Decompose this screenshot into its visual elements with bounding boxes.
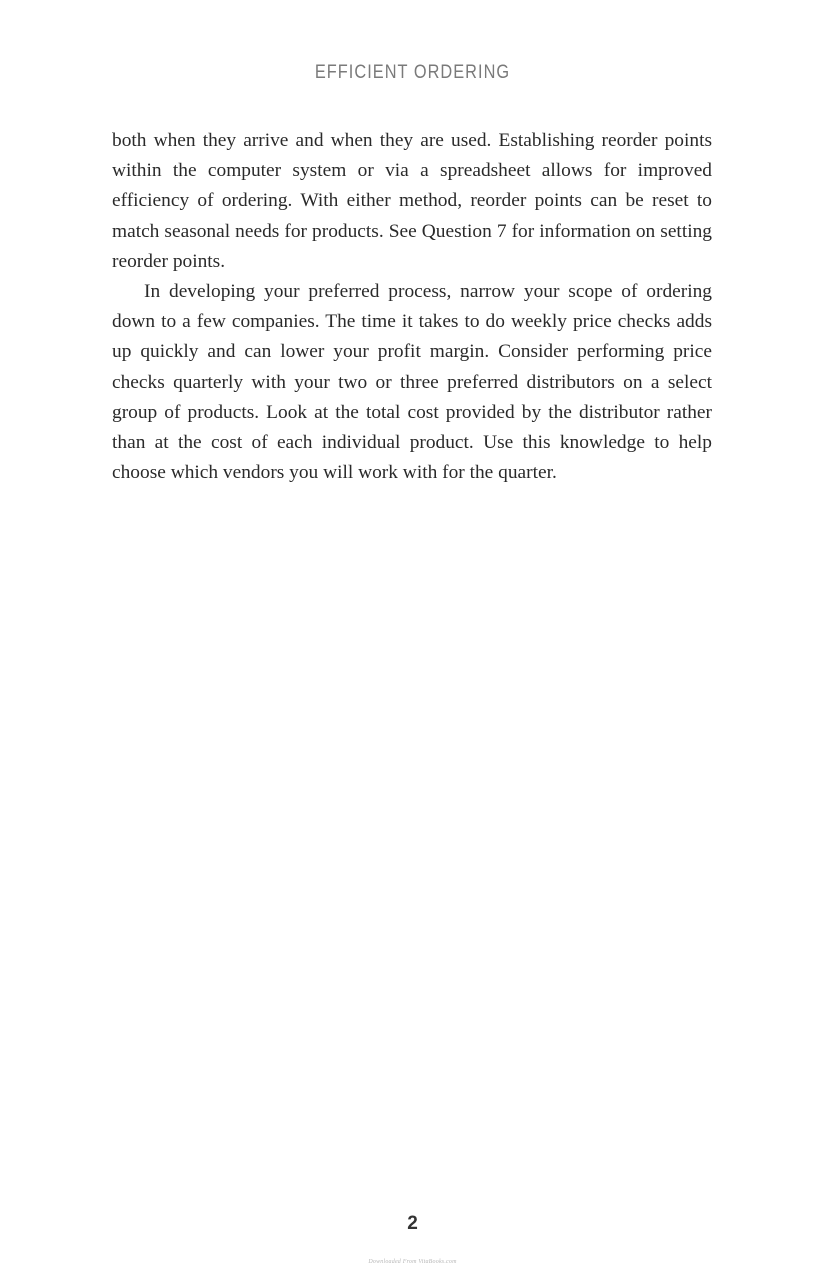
watermark: Downloaded From VitaBooks.com [368, 1259, 457, 1265]
page-number: 2 [407, 1213, 418, 1234]
paragraph: both when they arrive and when they are used. Establishing reorder points within the computer system or via a spreadsheet allows for improved efficiency of ordering. With either method, reorder points can be reset to match seasonal needs for products. See Question 7 for information on setting reorder points. [112, 130, 712, 272]
body-text [112, 126, 712, 488]
paragraph: In developing your preferred process, narrow your scope of ordering down to a few companies. The time it takes to do weekly price checks adds up quickly and can lower your profit margin. Consider performing price checks quarterly with your two or three preferred distributors on a select group of products. Look at the total cost provided by the distributor rather than at the cost of each individual product. Use this knowledge to help choose which vendors you will work with for the quarter. [112, 281, 712, 484]
running-head: EFFICIENT ORDERING [314, 62, 511, 83]
